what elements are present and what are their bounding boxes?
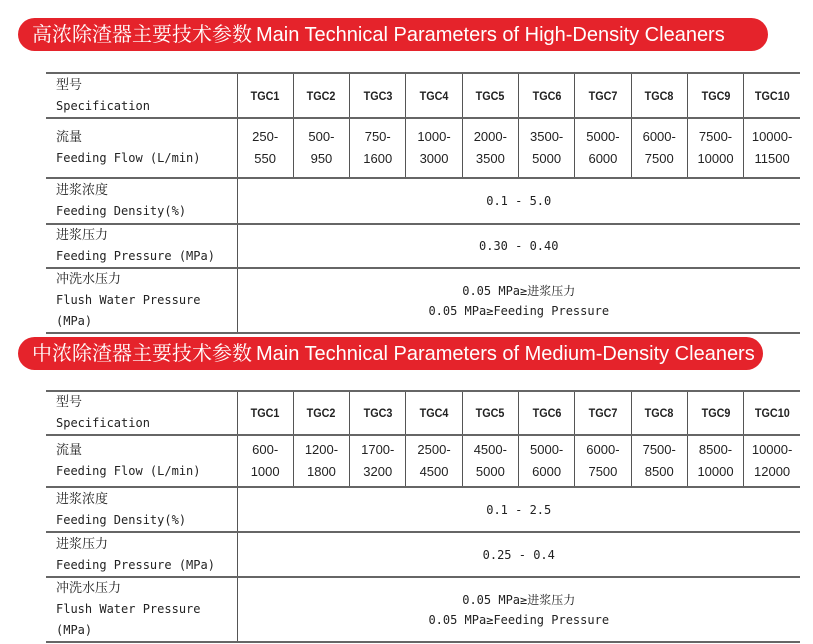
label-en: Feeding Flow (L/min)	[56, 464, 201, 478]
model-cell	[350, 73, 406, 118]
flow-max: 4500	[419, 464, 449, 479]
table-row-feeding-pressure	[46, 224, 800, 268]
label-en: Feeding Flow (L/min)	[56, 151, 201, 165]
table-row-feeding-density	[46, 178, 800, 224]
model-cell	[575, 391, 631, 435]
label-cn: 冲洗水压力	[56, 272, 122, 287]
flow-min: 10000-	[751, 442, 793, 457]
flow-min: 1200-	[304, 442, 339, 457]
table-row-specification	[46, 73, 800, 118]
flow-min: 7500-	[698, 129, 733, 144]
flow-min: 1000-	[417, 129, 451, 144]
flow-min: 600-	[252, 442, 279, 457]
flow-cell	[350, 435, 406, 487]
model-name: TGC7	[588, 406, 618, 420]
flush-value-en: 0.05 MPa≥Feeding Pressure	[428, 303, 610, 318]
label-cn: 进浆压力	[56, 536, 109, 552]
model-name: TGC2	[307, 406, 336, 420]
model-cell	[687, 73, 743, 118]
model-name: TGC9	[701, 88, 730, 103]
table-row-feeding-flow	[46, 435, 800, 487]
density-value: 0.1 - 5.0	[237, 178, 800, 224]
flush-water-pressure-label	[46, 577, 237, 642]
flow-min: 3500-	[530, 129, 564, 144]
flush-value-en: 0.05 MPa≥Feeding Pressure	[428, 612, 610, 627]
flow-max: 7500	[644, 151, 674, 166]
model-cell	[631, 391, 687, 435]
pressure-value: 0.30 - 0.40	[237, 224, 800, 268]
flow-max: 5000	[532, 151, 562, 166]
model-name: TGC5	[475, 88, 505, 103]
flow-max: 6000	[588, 151, 618, 166]
flow-min: 1700-	[361, 442, 395, 457]
feeding-flow-label	[46, 118, 237, 178]
model-name: TGC4	[419, 406, 449, 420]
model-cell	[518, 391, 574, 435]
label-cn: 进浆浓度	[56, 183, 109, 198]
flow-max: 5000	[475, 464, 505, 479]
flow-cell	[237, 435, 293, 487]
table-row-flush-water-pressure	[46, 577, 800, 642]
flow-max: 12000	[754, 464, 791, 479]
title-cn: 高浓除渣器主要技术参数	[32, 22, 252, 46]
model-cell	[406, 73, 462, 118]
flow-max: 6000	[532, 464, 562, 479]
flow-cell	[631, 435, 687, 487]
model-name: TGC3	[363, 406, 393, 420]
density-value: 0.1 - 2.5	[237, 487, 800, 532]
label-en: Feeding Density(%)	[56, 512, 187, 527]
medium-density-params-table	[46, 390, 800, 643]
flow-cell	[350, 118, 406, 178]
label-cn: 型号	[56, 395, 83, 410]
table-row-feeding-density	[46, 487, 800, 532]
flow-cell	[406, 435, 462, 487]
flow-cell	[293, 435, 349, 487]
label-cn: 进浆压力	[56, 228, 109, 243]
model-name: TGC8	[644, 406, 674, 420]
flow-max: 1600	[363, 151, 393, 166]
flow-cell	[293, 118, 349, 178]
flow-min: 10000-	[751, 129, 793, 144]
flow-min: 6000-	[642, 129, 676, 144]
model-cell	[575, 73, 631, 118]
table-row-flush-water-pressure	[46, 268, 800, 333]
model-name: TGC3	[363, 88, 393, 103]
model-cell	[687, 391, 743, 435]
flow-min: 6000-	[586, 442, 620, 457]
table-row-feeding-flow	[46, 118, 800, 178]
flow-max: 11500	[754, 151, 790, 166]
label-cn: 冲洗水压力	[56, 581, 122, 596]
model-name: TGC6	[532, 406, 562, 420]
model-cell	[744, 73, 800, 118]
label-en: Specification	[56, 98, 150, 113]
pressure-value: 0.25 - 0.4	[237, 532, 800, 577]
model-cell	[631, 73, 687, 118]
table-row-feeding-pressure	[46, 532, 800, 577]
model-cell	[744, 391, 800, 435]
model-cell	[462, 391, 518, 435]
feeding-pressure-label	[46, 224, 237, 268]
flow-max: 10000	[697, 464, 734, 479]
model-cell	[237, 391, 293, 435]
model-name: TGC7	[588, 88, 618, 103]
label-en: Feeding Pressure (MPa)	[56, 249, 215, 263]
specification-label	[46, 73, 237, 118]
model-name: TGC1	[250, 406, 280, 420]
flow-min: 250-	[252, 129, 279, 144]
flow-min: 4500-	[473, 442, 507, 457]
feeding-pressure-label	[46, 532, 237, 577]
flow-cell	[687, 435, 743, 487]
model-cell	[237, 73, 293, 118]
high-density-params-table	[46, 72, 800, 334]
flow-min: 500-	[308, 129, 335, 144]
medium-density-title-banner	[18, 337, 763, 370]
model-cell	[462, 73, 518, 118]
flow-cell	[744, 435, 800, 487]
flow-min: 2000-	[473, 129, 507, 144]
flush-value-cn: 0.05 MPa≥进浆压力	[462, 283, 576, 298]
model-name: TGC5	[475, 406, 505, 420]
flow-max: 10000	[697, 151, 734, 166]
flow-min: 8500-	[698, 442, 733, 457]
flow-max: 1800	[306, 464, 336, 479]
flow-min: 5000-	[530, 442, 564, 457]
model-name: TGC10	[754, 88, 790, 103]
flow-max: 3000	[419, 151, 449, 166]
title-en: Main Technical Parameters of Medium-Density Cleaners	[256, 343, 755, 365]
flow-min: 750-	[364, 129, 391, 144]
model-cell	[293, 391, 349, 435]
label-en: Flush Water Pressure (MPa)	[56, 293, 201, 328]
flow-cell	[518, 435, 574, 487]
flow-max: 8500	[644, 464, 674, 479]
model-cell	[350, 391, 406, 435]
label-en: Flush Water Pressure (MPa)	[56, 602, 201, 637]
flow-cell	[462, 118, 518, 178]
flow-cell	[237, 118, 293, 178]
flow-max: 950	[310, 151, 333, 166]
flow-cell	[518, 118, 574, 178]
model-name: TGC1	[250, 88, 280, 103]
flow-min: 5000-	[586, 129, 620, 144]
flow-cell	[575, 118, 631, 178]
specification-label	[46, 391, 237, 435]
title-cn: 中浓除渣器主要技术参数	[32, 341, 252, 365]
feeding-flow-label	[46, 435, 237, 487]
flush-value	[237, 268, 800, 333]
flow-cell	[687, 118, 743, 178]
flow-min: 7500-	[642, 442, 676, 457]
label-cn: 流量	[56, 443, 83, 458]
flow-cell	[462, 435, 518, 487]
model-cell	[518, 73, 574, 118]
flow-max: 550	[254, 151, 276, 166]
label-en: Feeding Pressure (MPa)	[56, 557, 215, 572]
model-name: TGC9	[701, 406, 730, 420]
title-en: Main Technical Parameters of High-Density Cleaners	[256, 24, 725, 46]
flow-min: 2500-	[417, 442, 451, 457]
model-name: TGC2	[307, 88, 336, 103]
label-cn: 进浆浓度	[56, 491, 109, 507]
high-density-title-banner	[18, 18, 768, 51]
table-row-specification	[46, 391, 800, 435]
flush-value-cn: 0.05 MPa≥进浆压力	[462, 592, 576, 607]
model-name: TGC10	[754, 406, 790, 420]
flow-cell	[631, 118, 687, 178]
label-en: Feeding Density(%)	[56, 204, 187, 218]
label-cn: 型号	[56, 77, 83, 93]
feeding-density-label	[46, 487, 237, 532]
flow-max: 1000	[250, 464, 280, 479]
model-name: TGC4	[419, 88, 449, 103]
flow-max: 3500	[475, 151, 505, 166]
model-cell	[293, 73, 349, 118]
label-cn: 流量	[56, 130, 83, 145]
label-en: Specification	[56, 416, 150, 430]
flow-max: 3200	[363, 464, 393, 479]
flow-cell	[575, 435, 631, 487]
model-name: TGC8	[644, 88, 674, 103]
flow-cell	[744, 118, 800, 178]
model-cell	[406, 391, 462, 435]
flush-water-pressure-label	[46, 268, 237, 333]
feeding-density-label	[46, 178, 237, 224]
flush-value	[237, 577, 800, 642]
model-name: TGC6	[532, 88, 562, 103]
flow-max: 7500	[588, 464, 618, 479]
flow-cell	[406, 118, 462, 178]
